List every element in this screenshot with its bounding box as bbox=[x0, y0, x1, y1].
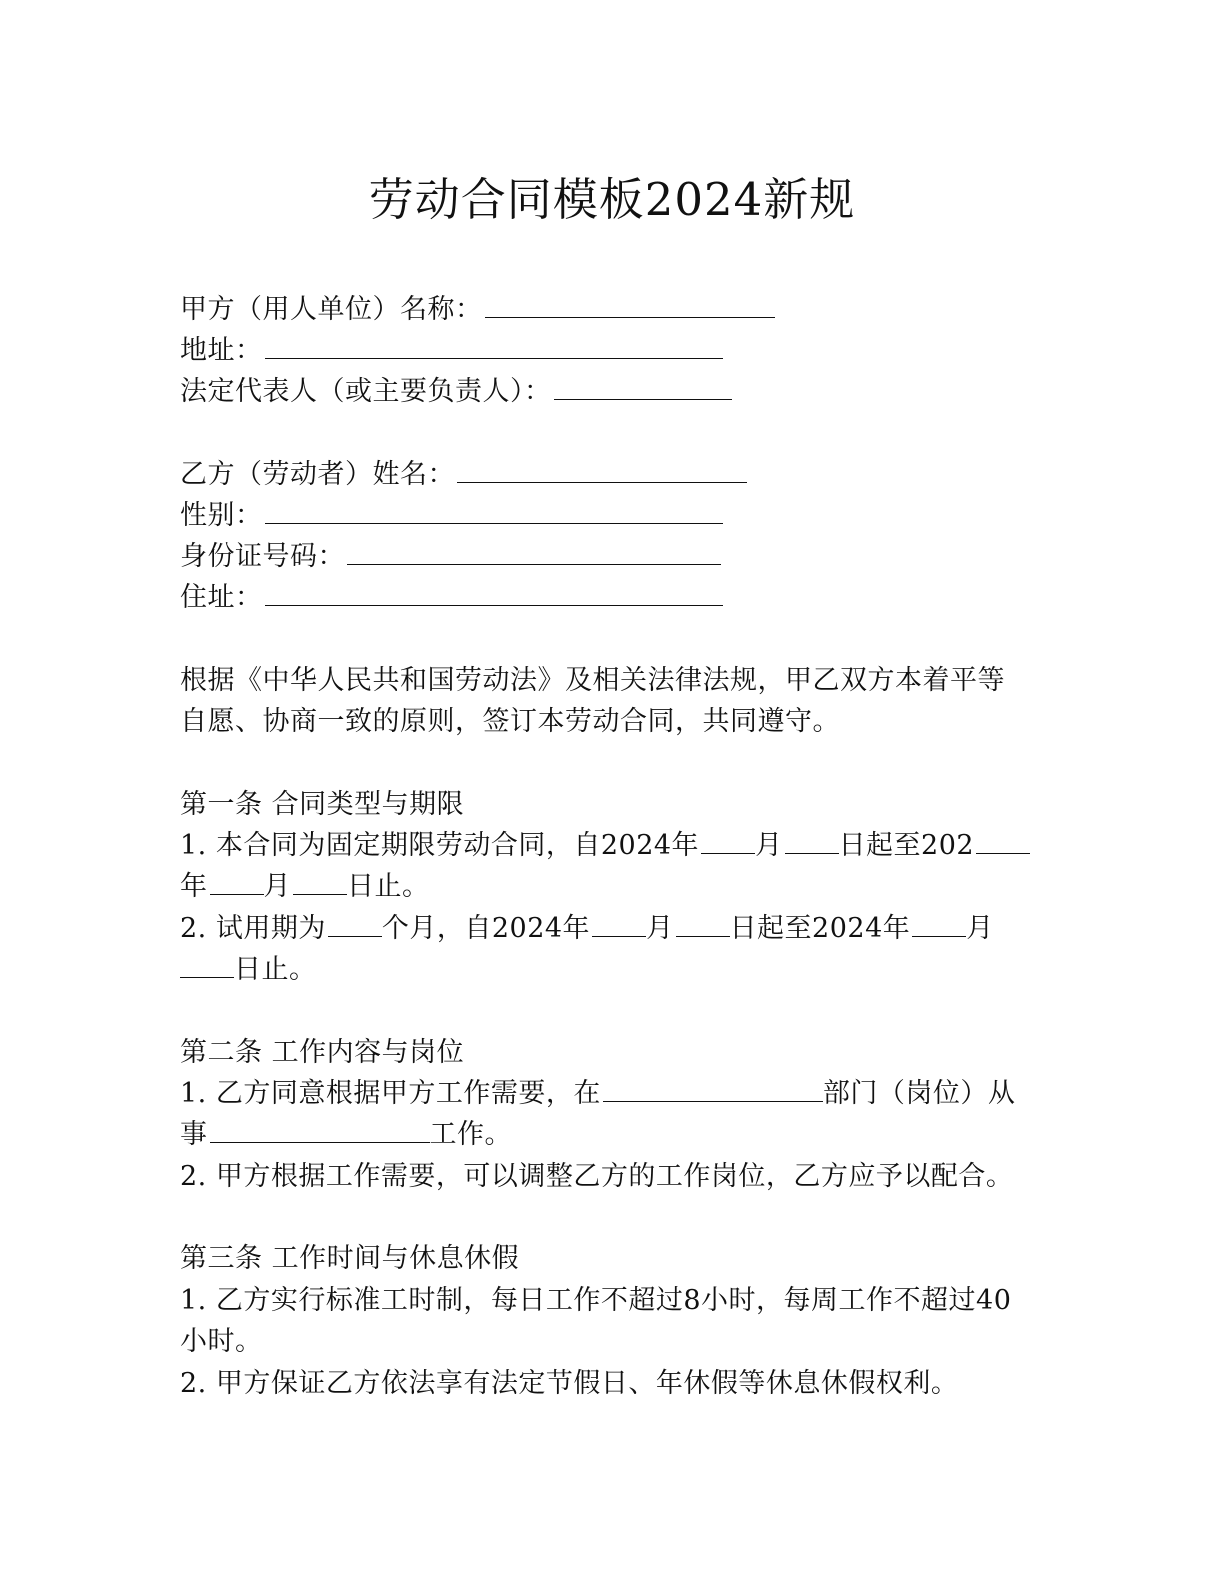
party-b-name-label: 乙方（劳动者）姓名： bbox=[180, 459, 455, 490]
article1-item1-text-f: 日止。 bbox=[347, 871, 430, 902]
article1-item1-blank-year-end bbox=[976, 829, 1030, 854]
article1-item2-text-e: 月 bbox=[966, 913, 994, 944]
article1-item1-blank-month-start bbox=[701, 829, 755, 854]
party-b-id-blank bbox=[347, 540, 721, 565]
article2-item1-text-d: 工作。 bbox=[429, 1119, 512, 1150]
party-a-rep-label: 法定代表人（或主要负责人）： bbox=[180, 376, 552, 407]
party-a-address-line bbox=[180, 331, 1040, 371]
article1-item2-text-d: 日起至2024年 bbox=[729, 913, 911, 944]
party-b-name-blank bbox=[457, 458, 747, 483]
article2-heading: 第二条 工作内容与岗位 bbox=[180, 1037, 465, 1068]
article2-item1-blank-department bbox=[603, 1077, 823, 1102]
article2-item1-text-c: 事 bbox=[180, 1119, 208, 1150]
article3-item1-line2: 小时。 bbox=[180, 1326, 263, 1357]
party-b-address-line bbox=[180, 578, 1040, 618]
article1-item2-line2 bbox=[180, 950, 1040, 990]
preamble-line-1: 根据《中华人民共和国劳动法》及相关法律法规，甲乙双方本着平等 bbox=[180, 665, 1005, 696]
article1-item2-blank-month-end bbox=[912, 912, 966, 937]
article1-item1-blank-month-end bbox=[210, 870, 264, 895]
document-title: 劳动合同模板2024新规 bbox=[368, 173, 856, 226]
party-b-gender-label: 性别： bbox=[180, 500, 263, 531]
article2-item1-text-b: 部门（岗位）从 bbox=[822, 1078, 1016, 1109]
party-a-rep-blank bbox=[554, 375, 732, 400]
article1-item2-text-a: 2. 试用期为 bbox=[180, 913, 326, 944]
party-b-address-label: 住址： bbox=[180, 582, 263, 613]
article3-item1-line1: 1. 乙方实行标准工时制，每日工作不超过8小时，每周工作不超过40 bbox=[180, 1285, 1012, 1316]
party-a-name-blank bbox=[485, 293, 775, 318]
article1-item1-text-a: 1. 本合同为固定期限劳动合同，自2024年 bbox=[180, 830, 700, 861]
article1-item1-text-b: 月 bbox=[755, 830, 783, 861]
article3-item2: 2. 甲方保证乙方依法享有法定节假日、年休假等休息休假权利。 bbox=[180, 1368, 959, 1399]
article1-item1-text-e: 月 bbox=[263, 871, 291, 902]
article2-item1-line2 bbox=[180, 1115, 1040, 1155]
article1-item1-blank-day-end bbox=[293, 870, 347, 895]
article2-item2: 2. 甲方根据工作需要，可以调整乙方的工作岗位，乙方应予以配合。 bbox=[180, 1161, 1014, 1192]
article2-item1-blank-job bbox=[210, 1118, 430, 1143]
article3-heading: 第三条 工作时间与休息休假 bbox=[180, 1243, 520, 1274]
article1-item2-blank-month-start bbox=[592, 912, 646, 937]
article1-item2-blank-day-start bbox=[676, 912, 730, 937]
party-b-address-blank bbox=[265, 581, 723, 606]
article1-item2-blank-months bbox=[328, 912, 382, 937]
article2-item1-text-a: 1. 乙方同意根据甲方工作需要，在 bbox=[180, 1078, 601, 1109]
party-b-name-line bbox=[180, 455, 1040, 495]
party-b-gender-line bbox=[180, 496, 1040, 536]
article1-item2-text-f: 日止。 bbox=[234, 954, 317, 985]
article1-item1-text-c: 日起至202 bbox=[838, 830, 975, 861]
article1-item1-line1 bbox=[180, 826, 1040, 866]
article1-item2-text-b: 个月，自2024年 bbox=[381, 913, 591, 944]
party-a-rep-line bbox=[180, 372, 1040, 412]
article1-item2-line1 bbox=[180, 909, 1040, 949]
preamble-line-2: 自愿、协商一致的原则，签订本劳动合同，共同遵守。 bbox=[180, 706, 840, 737]
article1-item2-blank-day-end bbox=[180, 953, 234, 978]
article1-item1-text-d: 年 bbox=[180, 871, 208, 902]
party-a-address-label: 地址： bbox=[180, 335, 263, 366]
article1-item1-line2 bbox=[180, 867, 1040, 907]
article2-item1-line1 bbox=[180, 1074, 1040, 1114]
party-b-id-label: 身份证号码： bbox=[180, 541, 345, 572]
article1-heading: 第一条 合同类型与期限 bbox=[180, 789, 465, 820]
party-a-name-line bbox=[180, 290, 1040, 330]
article1-item2-text-c: 月 bbox=[646, 913, 674, 944]
party-b-gender-blank bbox=[265, 499, 723, 524]
party-a-address-blank bbox=[265, 334, 723, 359]
party-b-id-line bbox=[180, 537, 1040, 577]
party-a-name-label: 甲方（用人单位）名称： bbox=[180, 294, 483, 325]
article1-item1-blank-day-start bbox=[785, 829, 839, 854]
